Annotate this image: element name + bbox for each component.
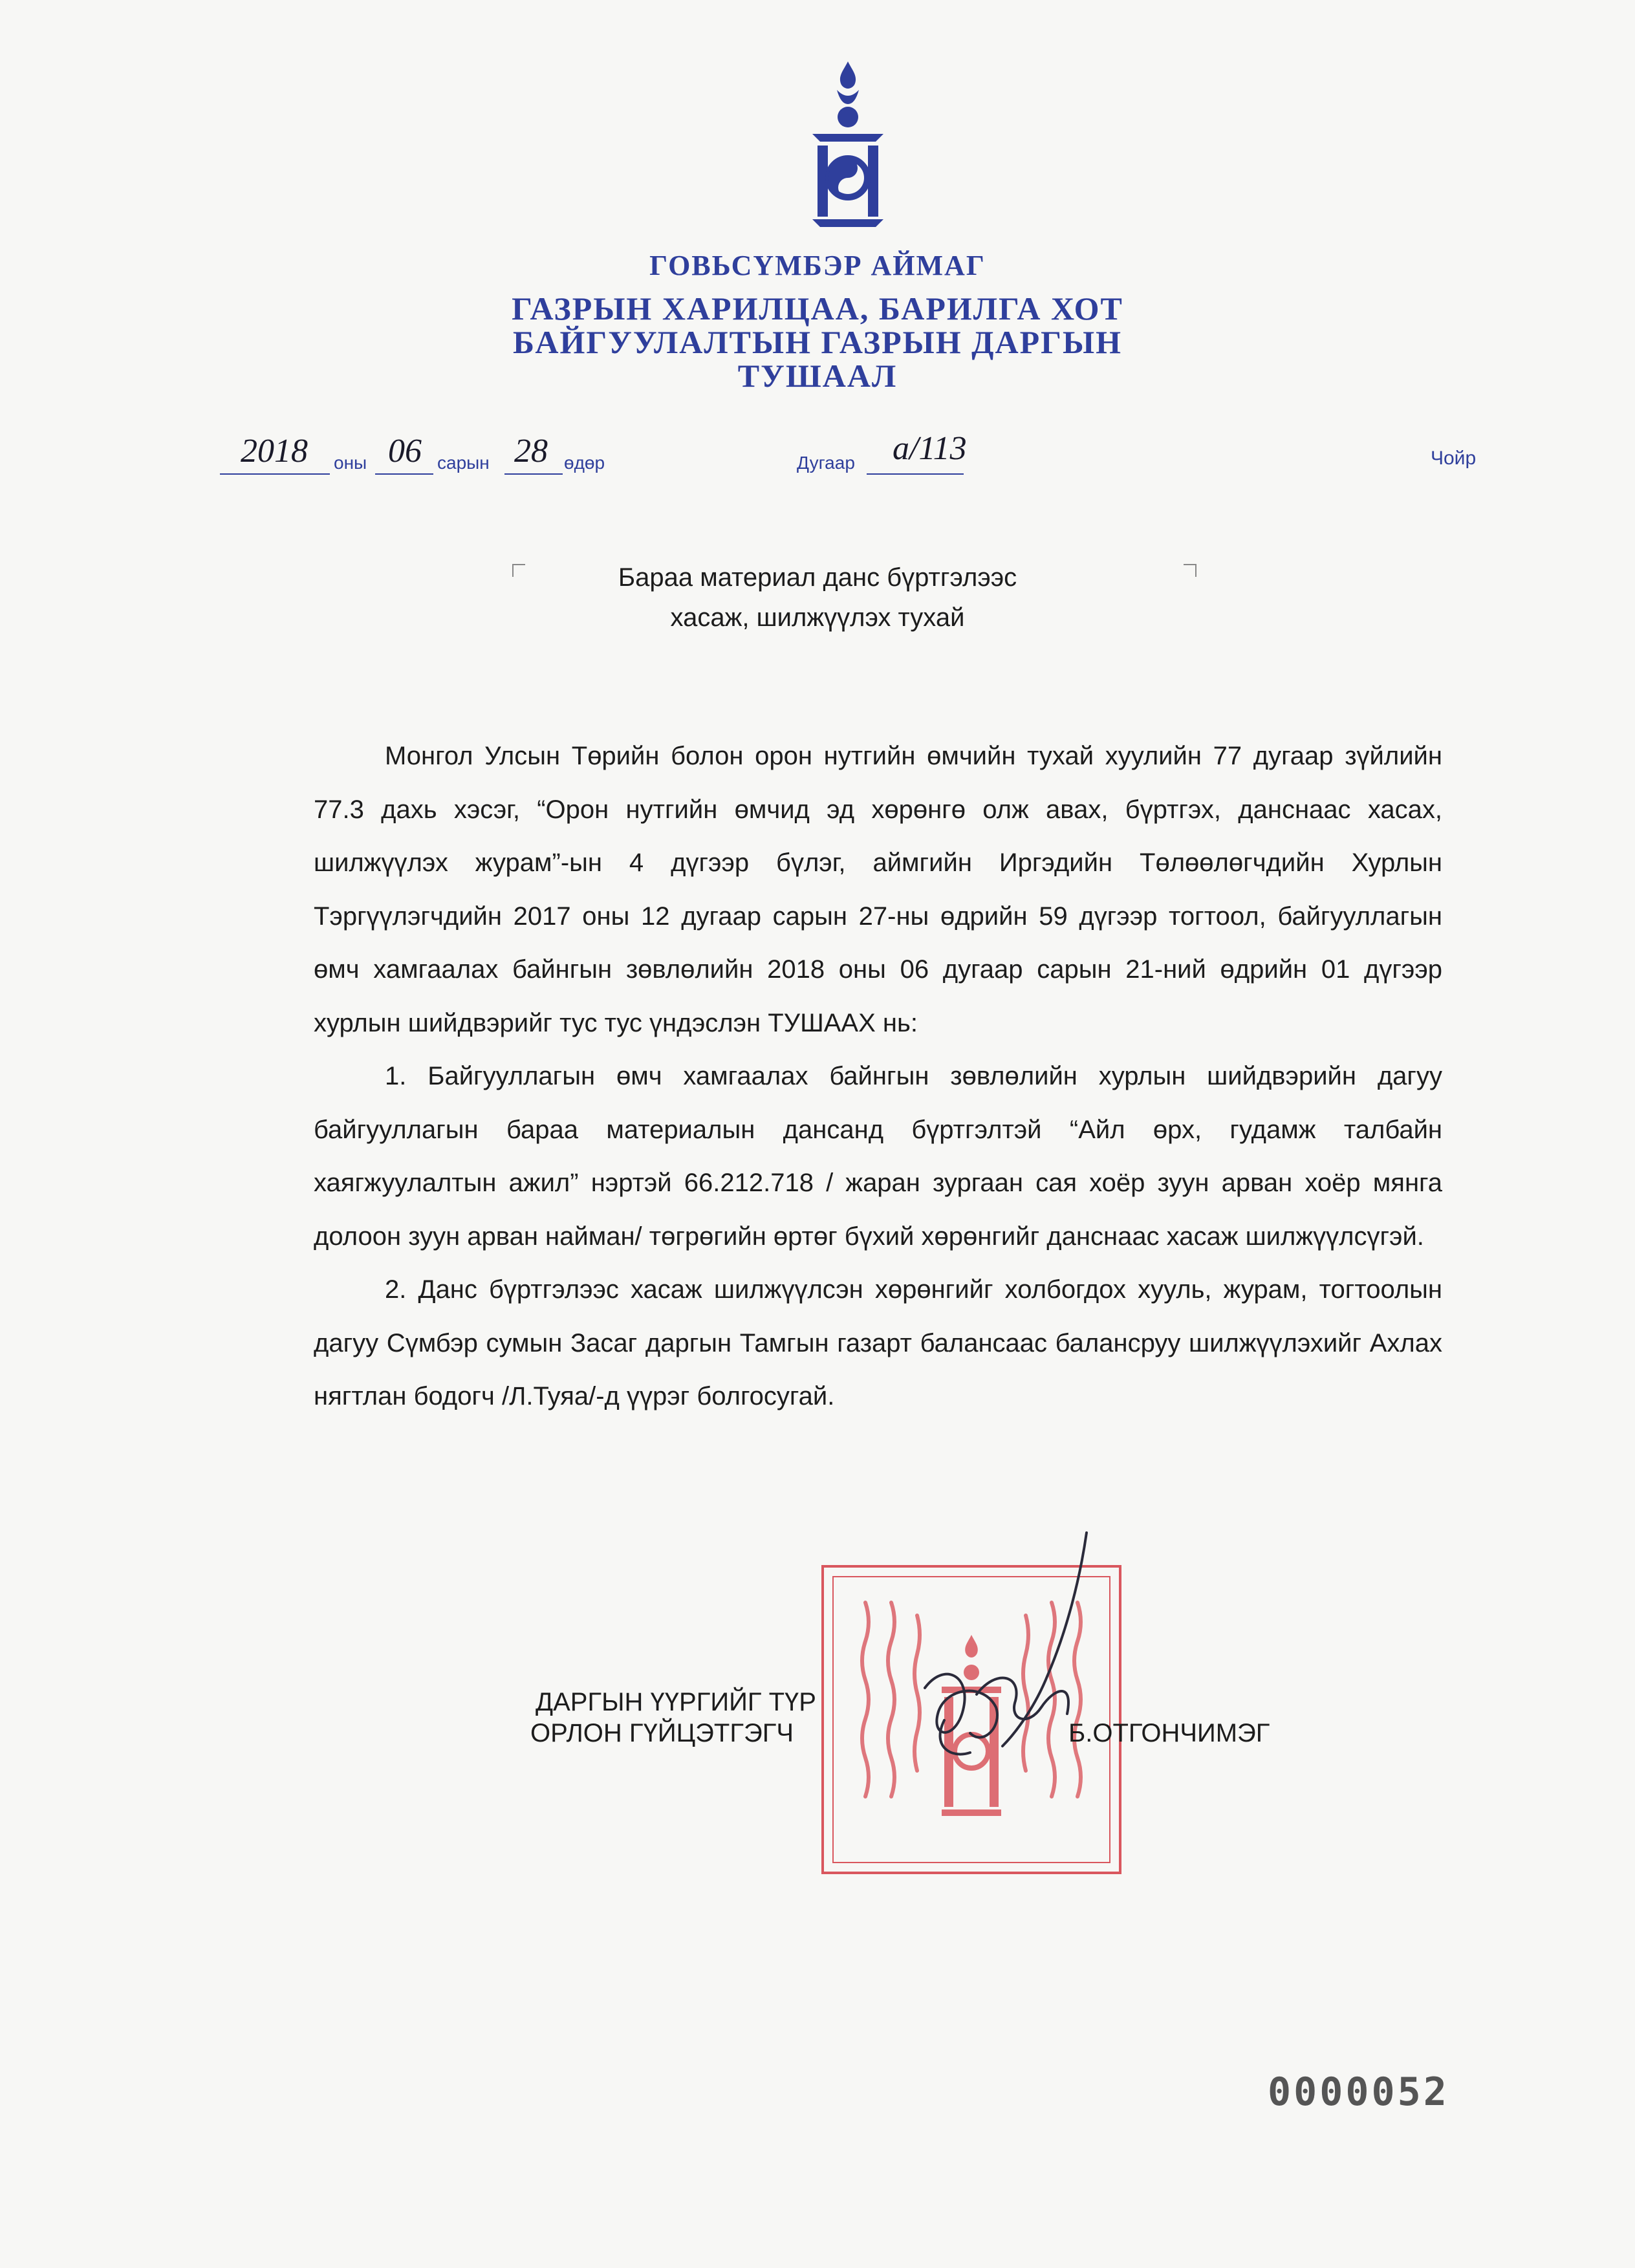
subject-line2: хасаж, шилжүүлэх тухай <box>670 603 965 632</box>
date-year: 2018 <box>241 433 308 470</box>
handwritten-signature <box>886 1526 1158 1811</box>
order-item-1: 1. Байгууллагын өмч хамгаалах байнгын зөвлөлийн хурлын шийдвэрийн дагуу байгууллагын бараа материалын дансанд бүртгэлтэй “Айл өрх, гудамж талбайн хаягжуулалтын ажил” нэртэй 66.212.718 / жаран зургаан сая хоёр зуун арван хоёр мянга долоон зуун арван найман/ төгрөгийн өртөг бүхий хөрөнгийг данснаас хасаж шилжүүлсүгэй. <box>314 1062 1442 1251</box>
soyombo-emblem-icon <box>799 61 896 233</box>
office-name-line2: БАЙГУУЛАЛТЫН ГАЗРЫН ДАРГЫН <box>513 324 1122 360</box>
date-day-suffix: өдөр <box>564 453 605 473</box>
subject-line1: Бараа материал данс бүртгэлээс <box>618 563 1017 592</box>
preamble-paragraph: Монгол Улсын Төрийн болон орон нутгийн өмчийн тухай хуулийн 77 дугаар зүйлийн 77.3 дахь хэсэг, “Орон нутгийн өмчид эд хөрөнгө олж авах, бүртгэх, данснаас хасах, шилжүүлэх журам”-ын 4 дүгээр бүлэг, аймгийн Иргэдийн Төлөөлөгчдийн Хурлын Тэргүүлэгчдийн 2017 оны 12 дугаар сарын 27-ны өдрийн 59 дүгээр тогтоол, байгууллагын өмч хамгаалах байнгын зөвлөлийн 2018 оны 06 дугаар сарын 21-ний өдрийн 01 дүгээр хурлын шийдвэрийг тус тус үндэслэн ТУШААХ нь: <box>314 742 1442 1037</box>
signer-name: Б.ОТГОНЧИМЭГ <box>1068 1719 1270 1747</box>
number-label: Дугаар <box>797 453 855 473</box>
date-month: 06 <box>388 433 422 470</box>
order-body <box>314 729 1442 1423</box>
document-number: а/113 <box>893 430 967 467</box>
office-name-line1: ГАЗРЫН ХАРИЛЦАА, БАРИЛГА ХОТ <box>512 290 1123 327</box>
date-month-suffix: сарын <box>437 453 490 473</box>
signer-title-line1: ДАРГЫН ҮҮРГИЙГ ТҮР <box>536 1688 816 1716</box>
date-day: 28 <box>514 433 548 470</box>
document-serial-number: 0000052 <box>1268 2069 1449 2115</box>
place-name: Чойр <box>1431 448 1477 469</box>
document-type: ТУШААЛ <box>737 358 898 394</box>
aimag-name: ГОВЬСҮМБЭР АЙМАГ <box>649 250 986 281</box>
date-year-suffix: оны <box>334 453 367 473</box>
signer-title-line2: ОРЛОН ГҮЙЦЭТГЭГЧ <box>530 1719 794 1747</box>
order-item-2: 2. Данс бүртгэлээс хасаж шилжүүлсэн хөрөнгийг холбогдох хууль, журам, тогтоолын дагуу Сүмбэр сумын Засаг даргын Тамгын газарт балансаас балансруу шилжүүлэхийг Ахлах нягтлан бодогч /Л.Туяа/-д үүрэг болгосугай. <box>314 1275 1442 1410</box>
subject <box>0 557 1635 638</box>
